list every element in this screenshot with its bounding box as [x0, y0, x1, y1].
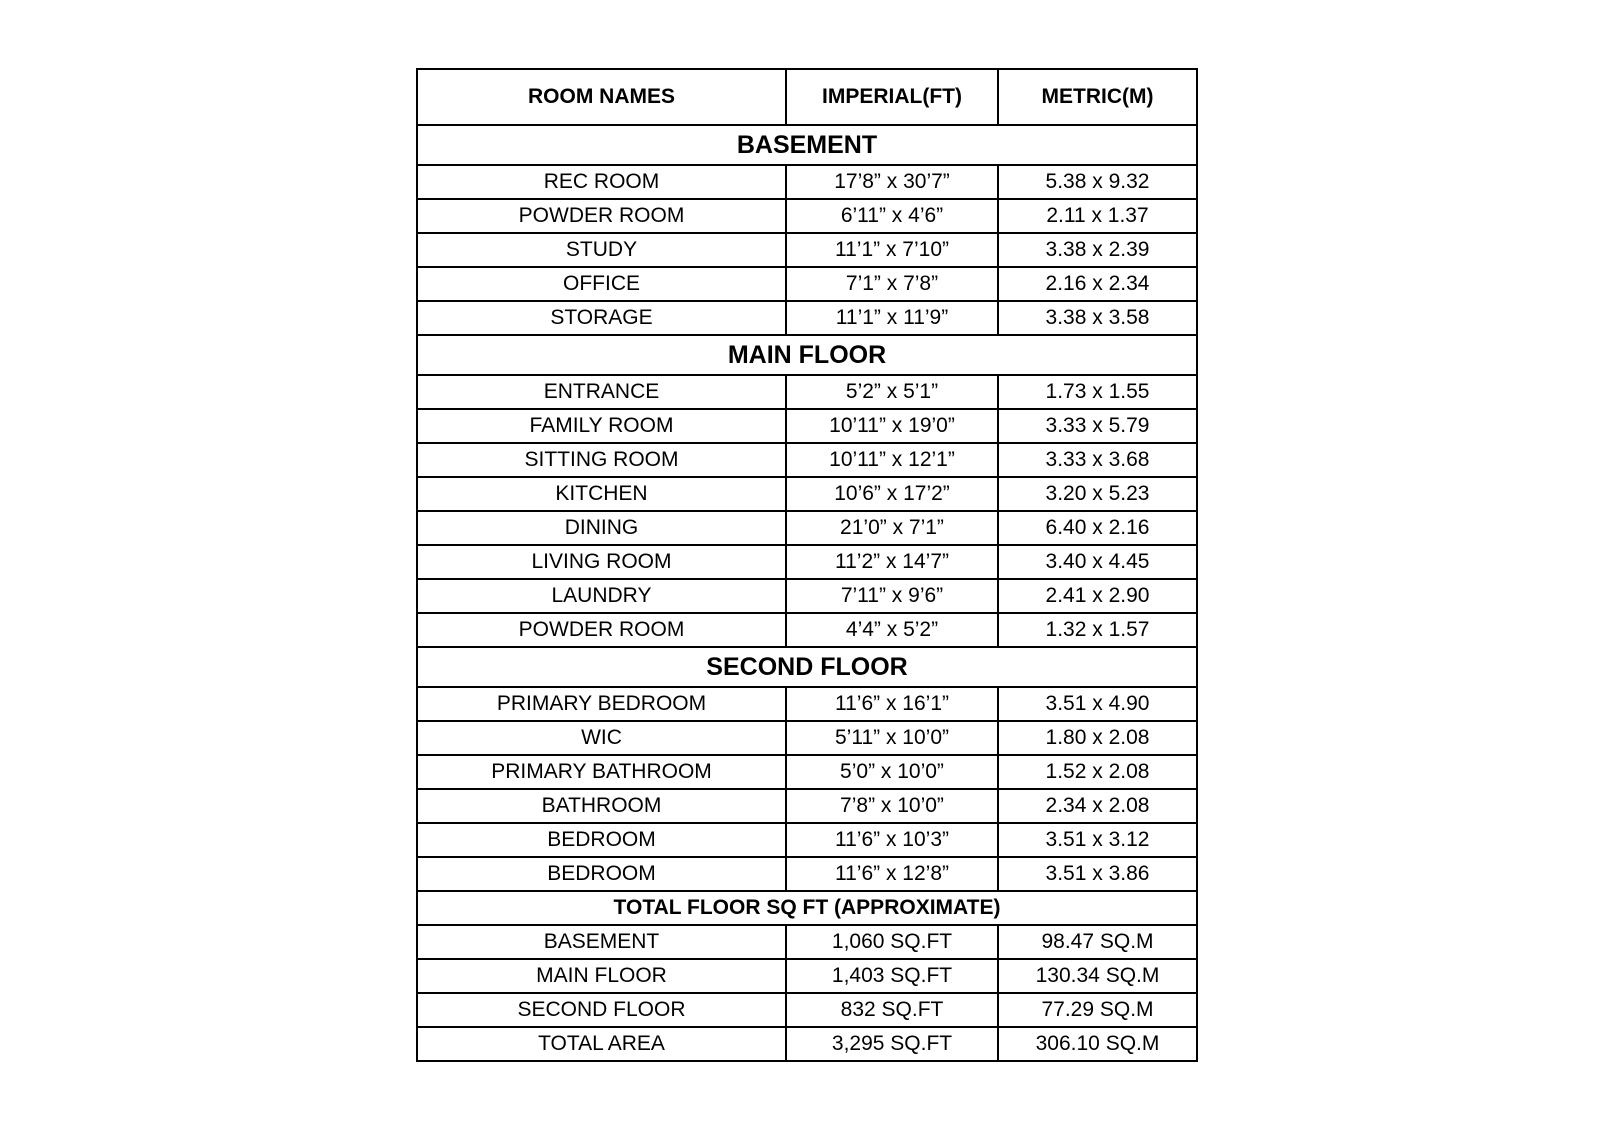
room-imperial: 21’0” x 7’1”: [786, 511, 998, 545]
room-metric: 3.33 x 5.79: [998, 409, 1197, 443]
room-name: REC ROOM: [417, 165, 786, 199]
table-row: [417, 545, 1197, 579]
room-metric: 2.34 x 2.08: [998, 789, 1197, 823]
room-name: POWDER ROOM: [417, 613, 786, 647]
table-header-row: [417, 69, 1197, 125]
room-imperial: 5’2” x 5’1”: [786, 375, 998, 409]
room-name: LIVING ROOM: [417, 545, 786, 579]
room-imperial: 10’6” x 17’2”: [786, 477, 998, 511]
room-metric: 1.80 x 2.08: [998, 721, 1197, 755]
table-row: [417, 579, 1197, 613]
table-row: [417, 993, 1197, 1027]
table-row: [417, 613, 1197, 647]
room-name: KITCHEN: [417, 477, 786, 511]
table-row: [417, 375, 1197, 409]
floor-area-metric: 306.10 SQ.M: [998, 1027, 1197, 1061]
room-name: BEDROOM: [417, 857, 786, 891]
room-metric: 3.40 x 4.45: [998, 545, 1197, 579]
table-row: [417, 199, 1197, 233]
room-name: SITTING ROOM: [417, 443, 786, 477]
floor-area-imperial: 1,060 SQ.FT: [786, 925, 998, 959]
table-row: [417, 1027, 1197, 1061]
room-name: STUDY: [417, 233, 786, 267]
header-imperial: IMPERIAL(FT): [786, 69, 998, 125]
table-row: [417, 687, 1197, 721]
table-row: [417, 443, 1197, 477]
table-row: [417, 925, 1197, 959]
room-metric: 1.32 x 1.57: [998, 613, 1197, 647]
table-row: [417, 301, 1197, 335]
room-metric: 2.11 x 1.37: [998, 199, 1197, 233]
room-imperial: 7’1” x 7’8”: [786, 267, 998, 301]
room-imperial: 5’11” x 10’0”: [786, 721, 998, 755]
room-name: POWDER ROOM: [417, 199, 786, 233]
table-row: [417, 511, 1197, 545]
room-name: FAMILY ROOM: [417, 409, 786, 443]
room-metric: 3.51 x 3.12: [998, 823, 1197, 857]
floor-area-imperial: 832 SQ.FT: [786, 993, 998, 1027]
room-imperial: 6’11” x 4’6”: [786, 199, 998, 233]
table-row: [417, 477, 1197, 511]
section-header-main-floor: [417, 335, 1197, 375]
section-title: TOTAL FLOOR SQ FT (APPROXIMATE): [417, 891, 1197, 925]
table-row: [417, 165, 1197, 199]
room-metric: 6.40 x 2.16: [998, 511, 1197, 545]
room-metric: 3.38 x 2.39: [998, 233, 1197, 267]
room-metric: 3.33 x 3.68: [998, 443, 1197, 477]
room-imperial: 5’0” x 10’0”: [786, 755, 998, 789]
room-name: OFFICE: [417, 267, 786, 301]
table-row: [417, 789, 1197, 823]
room-metric: 2.16 x 2.34: [998, 267, 1197, 301]
header-room-names: ROOM NAMES: [417, 69, 786, 125]
floor-area-metric: 77.29 SQ.M: [998, 993, 1197, 1027]
room-metric: 2.41 x 2.90: [998, 579, 1197, 613]
room-imperial: 11’6” x 10’3”: [786, 823, 998, 857]
room-name: STORAGE: [417, 301, 786, 335]
room-dimensions-table: [416, 68, 1198, 1062]
table-row: [417, 409, 1197, 443]
room-name: PRIMARY BATHROOM: [417, 755, 786, 789]
table-row: [417, 959, 1197, 993]
room-metric: 1.52 x 2.08: [998, 755, 1197, 789]
room-metric: 3.51 x 3.86: [998, 857, 1197, 891]
room-imperial: 7’8” x 10’0”: [786, 789, 998, 823]
section-title: SECOND FLOOR: [417, 647, 1197, 687]
room-metric: 5.38 x 9.32: [998, 165, 1197, 199]
room-imperial: 10’11” x 19’0”: [786, 409, 998, 443]
room-name: BATHROOM: [417, 789, 786, 823]
table-row: [417, 721, 1197, 755]
section-title: MAIN FLOOR: [417, 335, 1197, 375]
room-imperial: 4’4” x 5’2”: [786, 613, 998, 647]
room-metric: 1.73 x 1.55: [998, 375, 1197, 409]
table-row: [417, 755, 1197, 789]
room-name: DINING: [417, 511, 786, 545]
table-row: [417, 233, 1197, 267]
room-imperial: 10’11” x 12’1”: [786, 443, 998, 477]
table-row: [417, 823, 1197, 857]
room-imperial: 11’2” x 14’7”: [786, 545, 998, 579]
room-imperial: 17’8” x 30’7”: [786, 165, 998, 199]
room-metric: 3.51 x 4.90: [998, 687, 1197, 721]
section-header-second-floor: [417, 647, 1197, 687]
room-imperial: 11’1” x 7’10”: [786, 233, 998, 267]
table-row: [417, 267, 1197, 301]
room-imperial: 11’6” x 16’1”: [786, 687, 998, 721]
floor-area-metric: 130.34 SQ.M: [998, 959, 1197, 993]
room-name: PRIMARY BEDROOM: [417, 687, 786, 721]
room-name: ENTRANCE: [417, 375, 786, 409]
room-imperial: 7’11” x 9’6”: [786, 579, 998, 613]
section-header-basement: [417, 125, 1197, 165]
floor-area-imperial: 1,403 SQ.FT: [786, 959, 998, 993]
room-name: BEDROOM: [417, 823, 786, 857]
room-imperial: 11’6” x 12’8”: [786, 857, 998, 891]
room-metric: 3.20 x 5.23: [998, 477, 1197, 511]
floor-name: BASEMENT: [417, 925, 786, 959]
room-imperial: 11’1” x 11’9”: [786, 301, 998, 335]
room-metric: 3.38 x 3.58: [998, 301, 1197, 335]
header-metric: METRIC(M): [998, 69, 1197, 125]
floor-name: MAIN FLOOR: [417, 959, 786, 993]
floor-name: TOTAL AREA: [417, 1027, 786, 1061]
floor-area-imperial: 3,295 SQ.FT: [786, 1027, 998, 1061]
section-title: BASEMENT: [417, 125, 1197, 165]
room-name: LAUNDRY: [417, 579, 786, 613]
section-header-totals: [417, 891, 1197, 925]
table-row: [417, 857, 1197, 891]
floor-area-metric: 98.47 SQ.M: [998, 925, 1197, 959]
room-name: WIC: [417, 721, 786, 755]
floor-name: SECOND FLOOR: [417, 993, 786, 1027]
